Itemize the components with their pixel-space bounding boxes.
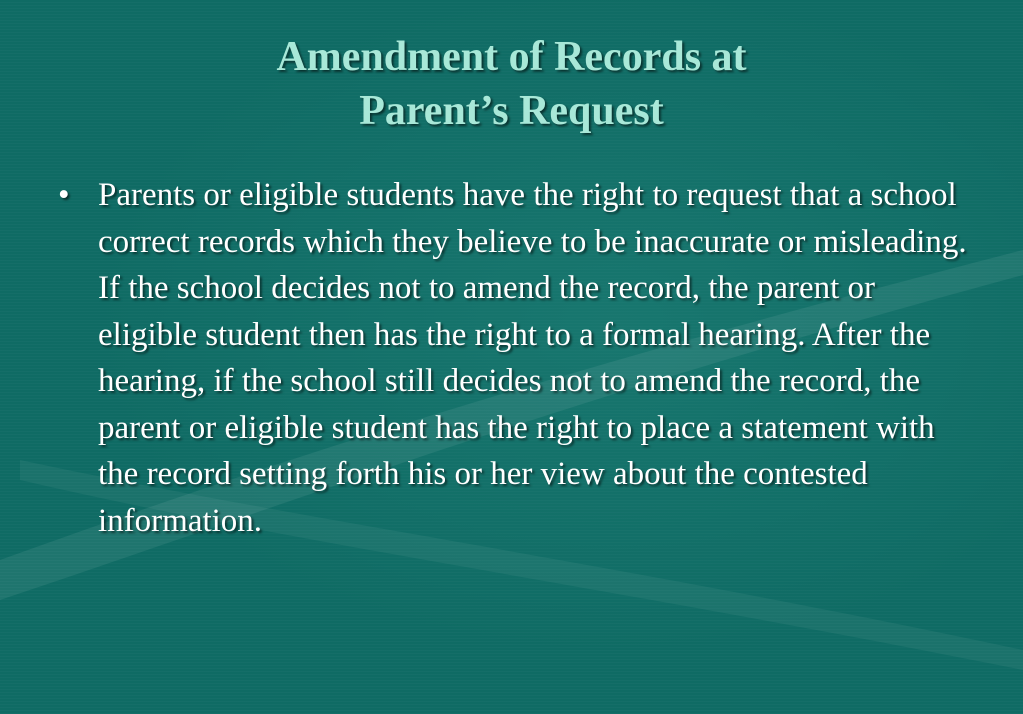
bullet-icon: • <box>58 177 70 213</box>
bullet-list <box>58 172 978 544</box>
slide-title-line-2: Parent’s Request <box>359 88 664 134</box>
bullet-item-text: Parents or eligible students have the right to request that a school correct records which they believe to be inaccurate or misleading. If the school decides not to amend the record, the parent or eligible student then has the right to a formal hearing. After the hearing, if the school still decides not to amend the record, the parent or eligible student has the right to place a statement with the record setting forth his or her view about the contested information. <box>98 177 967 539</box>
slide-title <box>0 30 1023 138</box>
slide-title-line-1: Amendment of Records at <box>276 34 747 80</box>
